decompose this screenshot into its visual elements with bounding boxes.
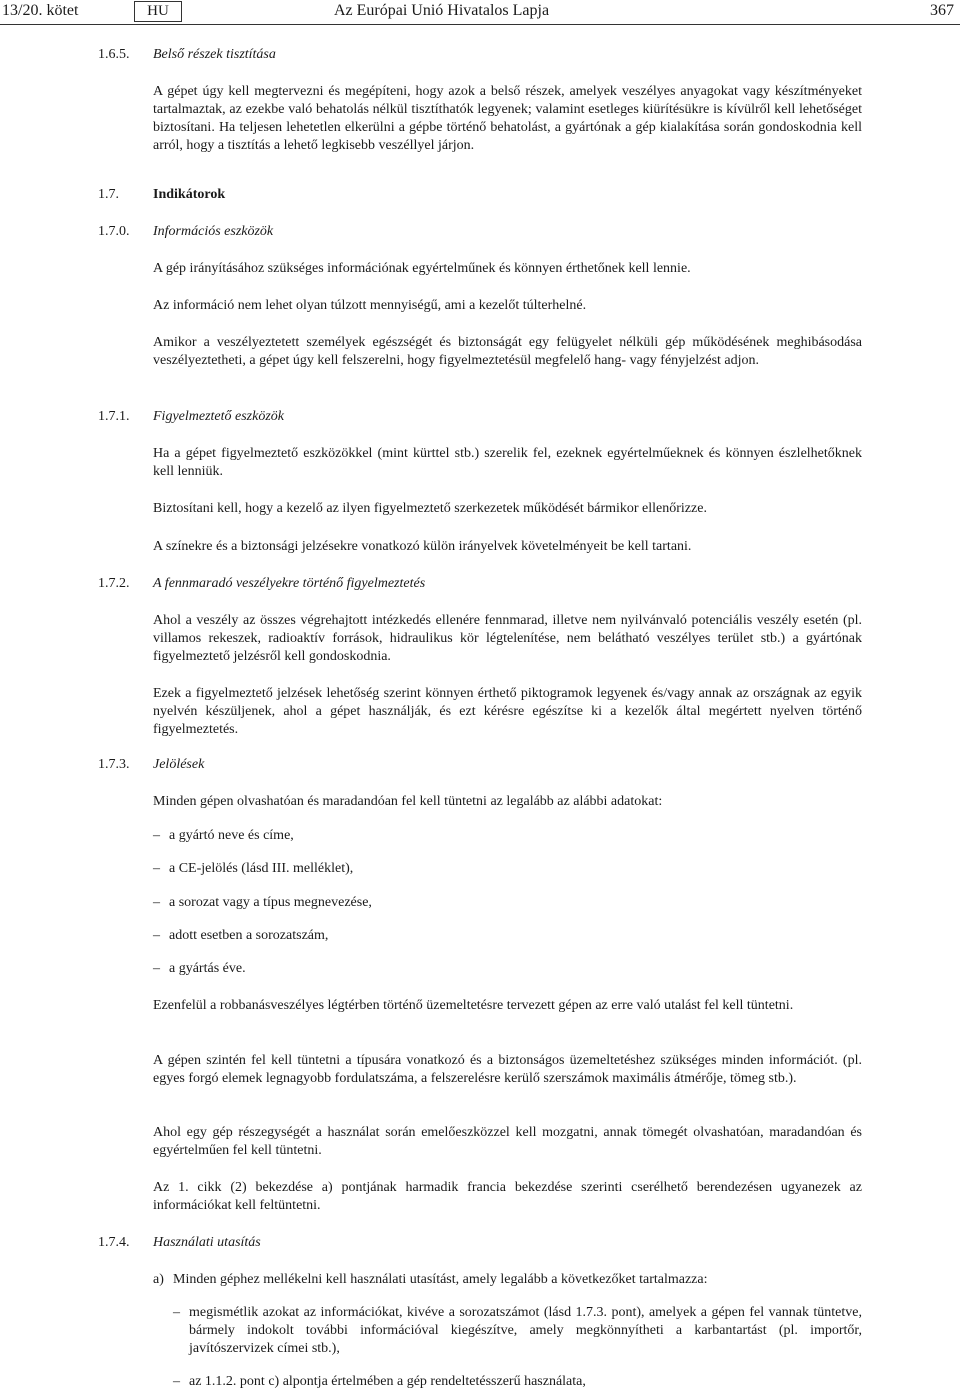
paragraph-1-7-3-d: Az 1. cikk (2) bekezdése a) pontjának harmadik francia bekezdése szerinti cserélhető berendezésen ugyanezek az információkat kell feltüntetni.: [153, 1180, 862, 1213]
list-item-text: Minden géphez mellékelni kell használati utasítást, amely legalább a következőket tartalmazza:: [173, 1272, 708, 1287]
list-item-text: adott esetben a sorozatszám,: [169, 928, 329, 943]
section-number-1-7-2: 1.7.2.: [98, 576, 130, 591]
dash-marker: –: [153, 895, 160, 910]
dash-marker: –: [153, 928, 160, 943]
paragraph-1-7-1-a: Ha a gépet figyelmeztető eszközökkel (mint kürttel stb.) szerelik fel, ezeknek egyértelműeknek és könnyen észlelhetőknek kell lenniük.: [153, 446, 862, 479]
paragraph-1-7-0-a: A gép irányításához szükséges információnak egyértelműnek és könnyen érthetőnek kell lennie.: [153, 261, 691, 276]
paragraph-1-6-5: A gépet úgy kell megtervezni és megépíteni, hogy azok a belső részek, amelyek veszélyes anyagokat vagy készítményeket tartalmaztak, az ezekbe való behatolás nélkül tisztíthatók legyenek; valamint esetleges kiürítésükre is kívülről kell lehetőséget biztosítani. Ha teljesen lehetetlen elkerülni a gépbe történő behatolást, a gyártónak a gép kialakítása során gondoskodnia kell arról, hogy a tisztítás a lehető legkisebb veszéllyel járjon.: [153, 84, 862, 153]
dash-marker: –: [173, 1374, 180, 1389]
language-badge: HU: [134, 1, 182, 22]
list-item: [153, 894, 862, 912]
paragraph-1-7-0-b: Az információ nem lehet olyan túlzott mennyiségű, ami a kezelőt túlterhelné.: [153, 298, 587, 313]
section-title-1-7-4: Használati utasítás: [153, 1235, 261, 1250]
list-item: [153, 927, 862, 945]
list-item-text: az 1.1.2. pont c) alpontja értelmében a gép rendeltetésszerű használata,: [189, 1374, 586, 1389]
section-title-1-7-0: Információs eszközök: [153, 224, 274, 239]
list-item-text: a gyártó neve és címe,: [169, 828, 294, 843]
list-item-text: a gyártás éve.: [169, 961, 246, 976]
paragraph-1-7-2-a: Ahol a veszély az összes végrehajtott intézkedés ellenére fennmarad, illetve nem nyilvánvaló potenciális veszély esetén (pl. villamos rekeszek, radioaktív források, hidraulikus kör légtelenítése, nem belátható veszélyes terület stb.) a gyártónak figyelmeztető jelzésről kell gondoskodnia.: [153, 613, 862, 664]
paragraph-1-7-2-b: Ezek a figyelmeztető jelzések lehetőség szerint könnyen érthető piktogramok legyenek és/vagy annak az országnak az egyik nyelvén készüljenek, ahol a gépet használják, és ezt kérésre egészítse ki a kezelők által megértett nyelven történő figyelmeztetés.: [153, 686, 862, 737]
section-number-1-7: 1.7.: [98, 187, 119, 202]
page-number: 367: [930, 2, 954, 19]
paragraph-1-7-1-c: A színekre és a biztonsági jelzésekre vonatkozó külön irányelvek követelményeit be kell tartani.: [153, 539, 692, 554]
section-number-1-7-1: 1.7.1.: [98, 409, 130, 424]
section-title-1-6-5: Belső részek tisztítása: [153, 47, 276, 62]
paragraph-1-7-3-a: Ezenfelül a robbanásveszélyes légtérben történő üzemeltetésre tervezett gépen az erre való utalást fel kell tüntetni.: [153, 998, 794, 1013]
dash-marker: –: [153, 961, 160, 976]
dash-marker: –: [153, 861, 160, 876]
paragraph-1-7-1-b: Biztosítani kell, hogy a kezelő az ilyen figyelmeztető szerkezetek működését bármikor ellenőrizze.: [153, 501, 707, 516]
list-item-text: a sorozat vagy a típus megnevezése,: [169, 895, 372, 910]
paragraph-1-7-0-c: Amikor a veszélyeztetett személyek egészségét és biztonságát egy felügyelet nélküli gép működésének meghibásodása veszélyeztetheti, a gépet úgy kell felszerelni, hogy figyelmeztetésül megfelelő hang- vagy fényjelzést adjon.: [153, 335, 862, 368]
section-title-1-7-3: Jelölések: [153, 757, 205, 772]
section-number-1-7-3: 1.7.3.: [98, 757, 130, 772]
header-rule: [0, 24, 960, 25]
list-item-text: megismétlik azokat az információkat, kivéve a sorozatszámot (lásd 1.7.3. pont), amelyek a gépen fel vannak tüntetve, bármely indokolt további információval kiegészítve, amely megkönnyítheti a karbantartást (pl. importőr, javítószervizek címei stb.),: [189, 1305, 862, 1356]
journal-title: Az Európai Unió Hivatalos Lapja: [334, 2, 550, 19]
list-item: [173, 1304, 862, 1358]
list-item: [173, 1373, 862, 1391]
issue-number: 13/20. kötet: [2, 2, 79, 19]
section-title-1-7-1: Figyelmeztető eszközök: [153, 409, 285, 424]
list-item: [153, 827, 862, 845]
list-item: [153, 960, 862, 978]
list-item: [153, 860, 862, 878]
list-item-text: a CE-jelölés (lásd III. melléklet),: [169, 861, 354, 876]
section-title-1-7: Indikátorok: [153, 187, 226, 202]
dash-marker: –: [153, 828, 160, 843]
paragraph-1-7-3-c: Ahol egy gép részegységét a használat során emelőeszközzel kell mozgatni, annak tömegét olvashatóan, maradandóan és egyértelműen fel kell tüntetni.: [153, 1125, 862, 1158]
section-number-1-7-4: 1.7.4.: [98, 1235, 130, 1250]
paragraph-1-7-3-b: A gépen szintén fel kell tüntetni a típusára vonatkozó és a biztonságos üzemeltetéshez szükséges minden információt. (pl. egyes forgó elemek legnagyobb fordulatszáma, a felszerelésre kerülő szerszámok maximális átmérője, tömeg stb.).: [153, 1053, 862, 1086]
section-title-1-7-2: A fennmaradó veszélyekre történő figyelmeztetés: [153, 576, 426, 591]
section-number-1-6-5: 1.6.5.: [98, 47, 130, 62]
item-label: a): [153, 1272, 164, 1287]
section-number-1-7-0: 1.7.0.: [98, 224, 130, 239]
dash-marker: –: [173, 1305, 180, 1320]
list-item: [153, 1271, 862, 1289]
paragraph-1-7-3-intro: Minden gépen olvashatóan és maradandóan fel kell tüntetni az legalább az alábbi adatokat:: [153, 794, 663, 809]
page-header: [0, 0, 960, 24]
